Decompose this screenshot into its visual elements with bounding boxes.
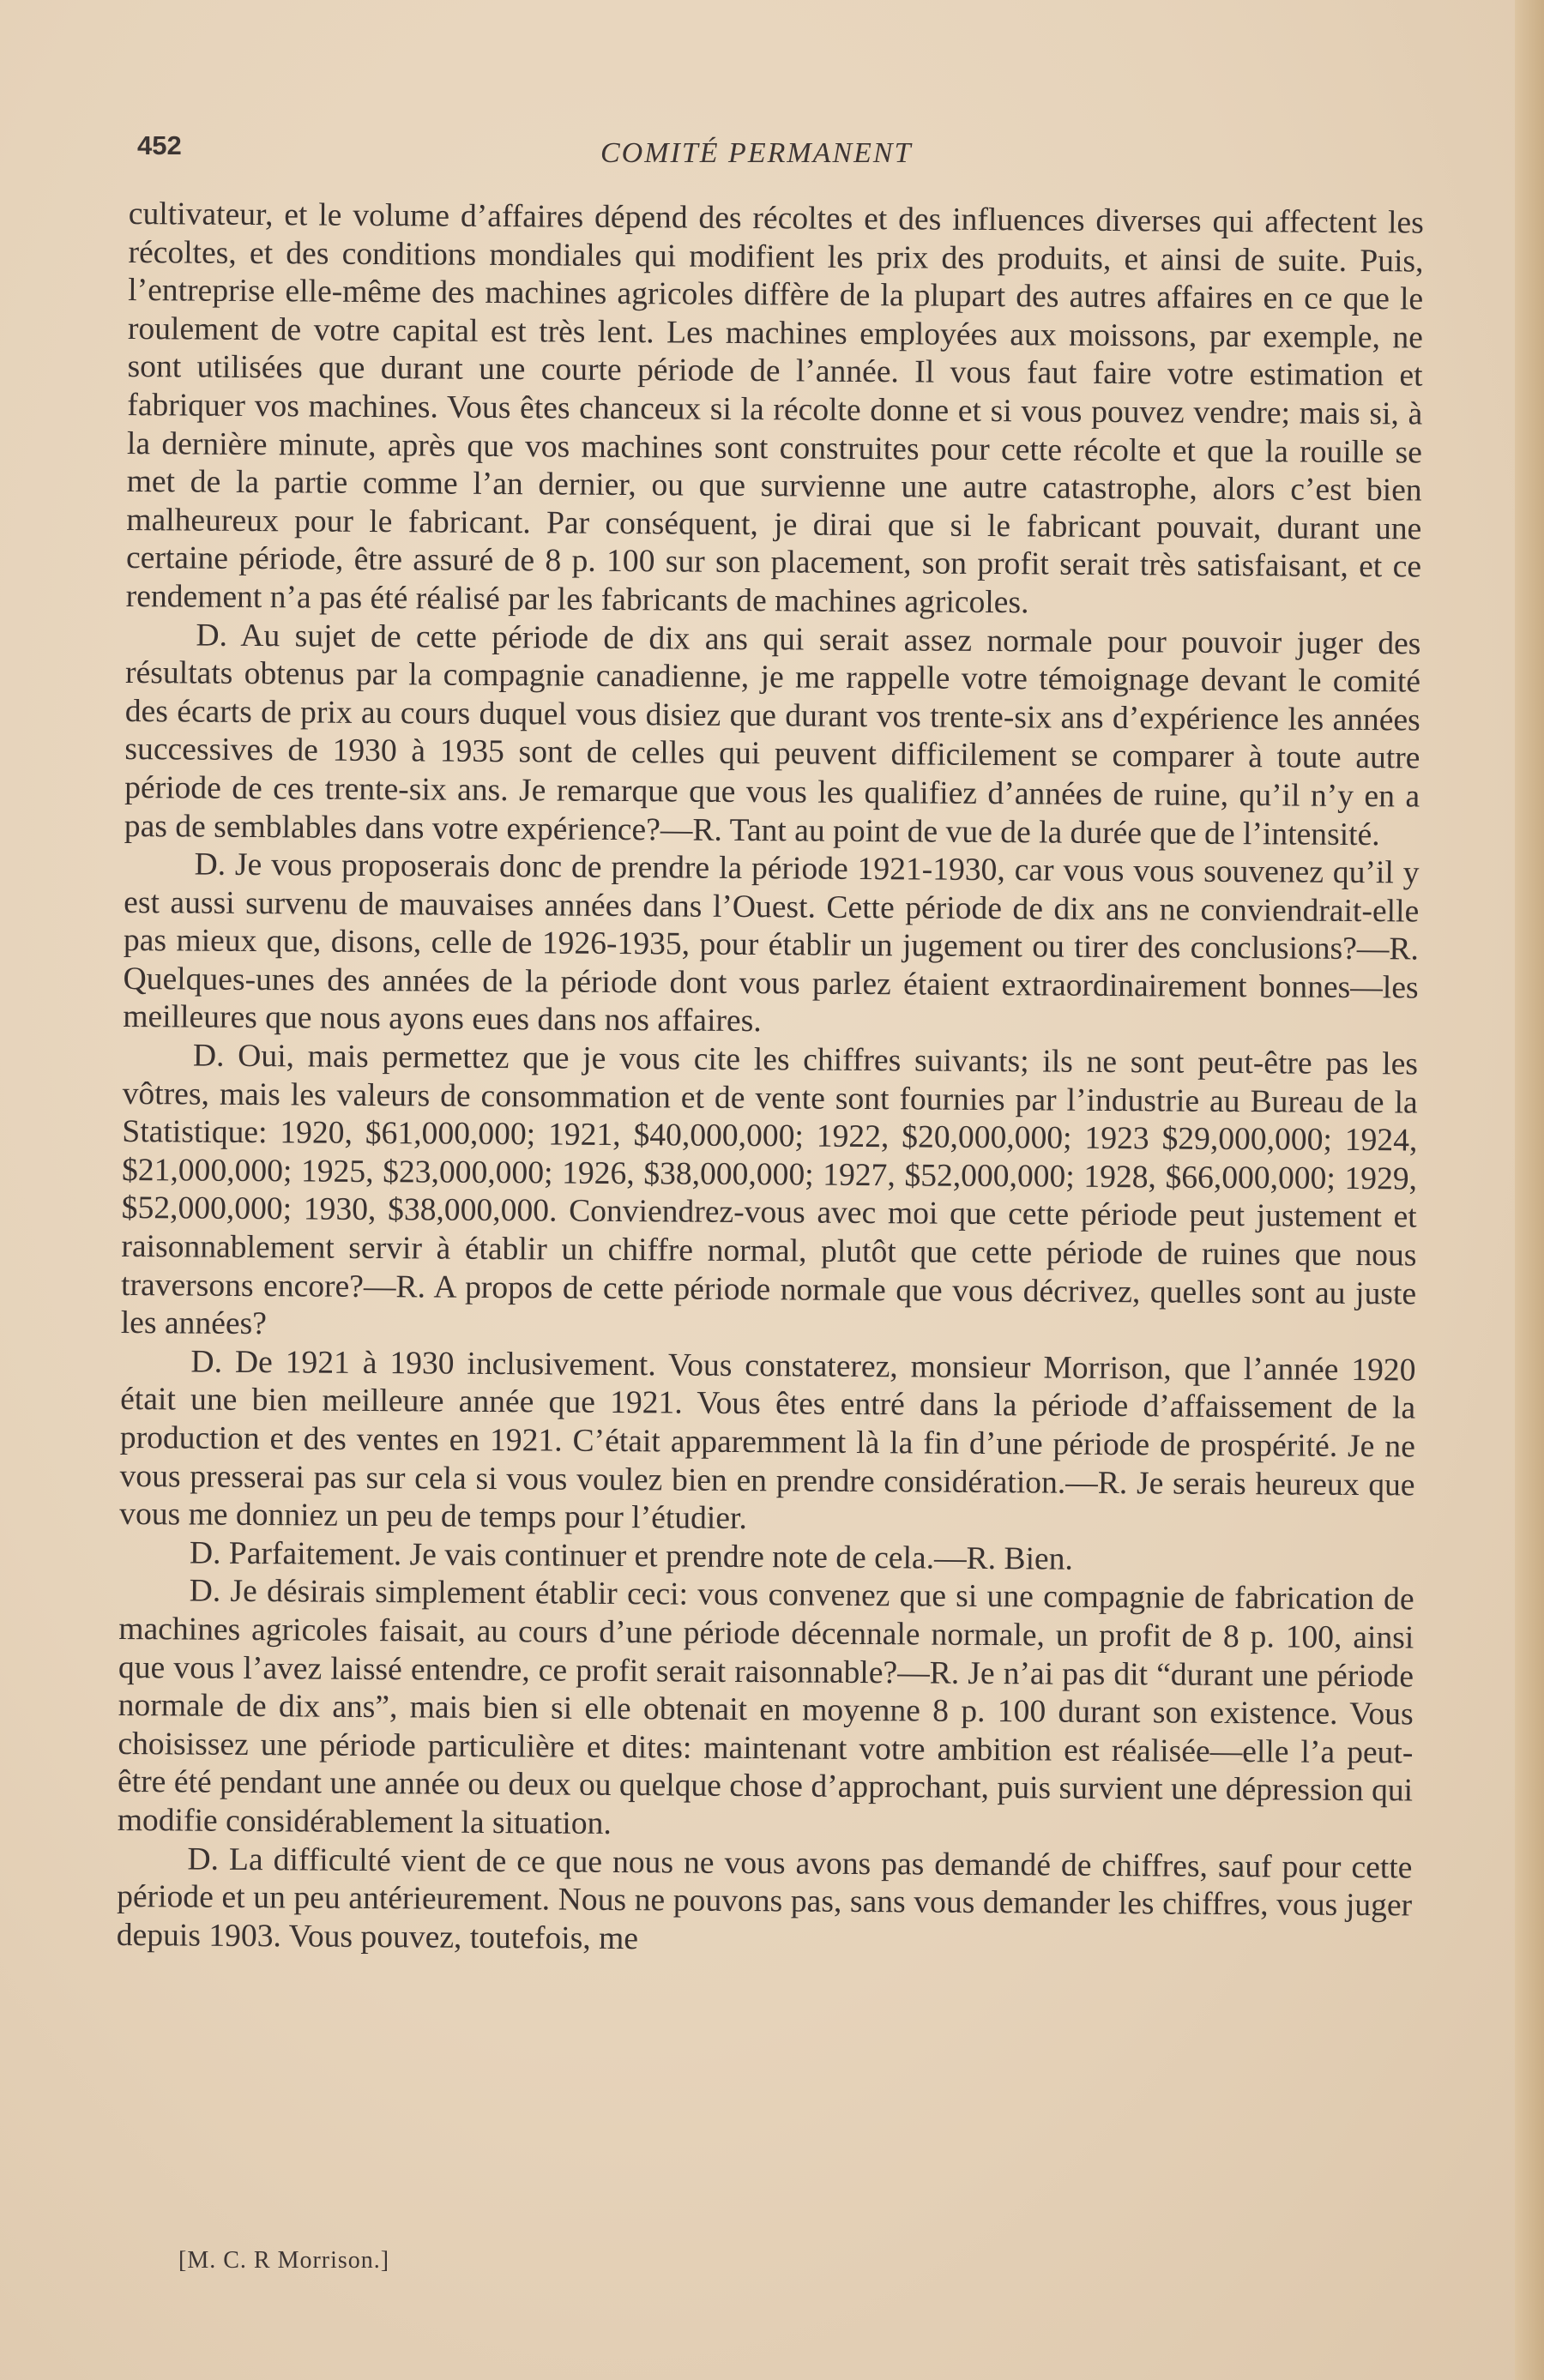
paragraph: D. Parfaitement. Je vais continuer et prendre note de cela.—R. Bien. (189, 1535, 1073, 1577)
running-title: COMITÉ PERMANENT (600, 137, 913, 169)
paragraph: D. La difficulté vient de ce que nous ne vous avons pas demandé de chiffres, sauf pour cette période et un peu antérieurement. Nous ne pouvons pas, sans vous demander les chiffres, vous juger depuis 1903. Vous pouvez, toutefois, me (116, 1841, 1413, 1956)
paragraph: D. Je vous proposerais donc de prendre la période 1921-1930, car vous vous souvenez qu’il y est aussi survenu de mauvaises années dans l’Ouest. Cette période de dix ans ne conviendrait-elle pas mieux que, disons, celle de 1926-1935, pour établir un jugement ou tirer des conclusions?—R. Quelques-unes des années de la période dont vous parlez étaient extraordinairement bonnes—les meilleures que nous ayons eues dans nos affaires. (123, 847, 1420, 1039)
speaker-footnote: [M. C. R Morrison.] (178, 2247, 390, 2274)
page-number: 452 (137, 130, 182, 160)
paragraph: D. Je désirais simplement établir ceci: vous convenez que si une compagnie de fabrication de machines agricoles faisait, au cours d’une période décennale normale, un profit de 8 p. 100, ainsi que vous l’avez laissé entendre, ce profit serait raisonnable?—R. Je n’ai pas dit “durant une période normale de dix ans”, mais bien si elle obtenait en moyenne 8 p. 100 durant son existence. Vous choisissez une période particulière et dites: maintenant votre ambition est réalisée—elle l’a peut-être été pendant une année ou deux ou quelque chose d’approchant, puis survient une dépression qui modifie considérablement la situation. (117, 1573, 1414, 1841)
page-edge (1515, 0, 1544, 2380)
paragraph: D. De 1921 à 1930 inclusivement. Vous constaterez, monsieur Morrison, que l’année 1920 était une bien meilleure année que 1921. Vous êtes entré dans la période d’affaissement de la production et des ventes en 1921. C’était apparemment là la fin d’une période de prospérité. Je ne vous presserai pas sur cela si vous voulez bien en prendre considération.—R. Je serais heureux que vous me donniez un peu de temps pour l’étudier. (119, 1344, 1416, 1537)
body-text (117, 196, 1424, 1964)
paragraph: D. Au sujet de cette période de dix ans qui serait assez normale pour pouvoir juger des résultats obtenus par la compagnie canadienne, je me rappelle votre témoignage devant le comité des écarts de prix au cours duquel vous disiez que durant vos trente-six ans d’expérience les années successives de 1930 à 1935 sont de celles qui peuvent difficilement se comparer à toute autre période de ces trente-six ans. Je remarque que vous les qualifiez d’années de ruine, qu’il n’y en a pas de semblables dans votre expérience?—R. Tant au point de vue de la durée que de l’intensité. (124, 618, 1421, 853)
paragraph: cultivateur, et le volume d’affaires dépend des récoltes et des influences diverses qui affectent les récoltes, et des conditions mondiales qui modifient les prix des produits, et ainsi de suite. Puis, l’entreprise elle-même des machines agricoles diffère de la plupart des autres affaires en ce que le roulement de votre capital est très lent. Les machines employées aux moissons, par exemple, ne sont utilisées que durant une courte période de l’année. Il vous faut faire votre estimation et fabriquer vos machines. Vous êtes chanceux si la récolte donne et si vous pouvez vendre; mais si, à la dernière minute, après que vos machines sont construites pour cette récolte et que la rouille se met de la partie comme l’an dernier, ou que survienne une autre catastrophe, alors c’est bien malheureux pour le fabricant. Par conséquent, je dirai que si le fabricant pouvait, durant une certaine période, être assuré de 8 p. 100 sur son placement, son profit serait très satisfaisant, et ce rendement n’a pas été réalisé par les fabricants de machines agricoles. (125, 196, 1424, 621)
paragraph: D. Oui, mais permettez que je vous cite les chiffres suivants; ils ne sont peut-être pas les vôtres, mais les valeurs de consommation et de vente sont fournies par l’industrie au Bureau de la Statistique: 1920, $61,000,000; 1921, $40,000,000; 1922, $20,000,000; 1923 $29,000,000; 1924, $21,000,000; 1925, $23,000,000; 1926, $38,000,000; 1927, $52,000,000; 1928, $66,000,000; 1929, $52,000,000; 1930, $38,000,000. Conviendrez-vous avec moi que cette période peut justement et raisonnablement servir à établir un chiffre normal, plutôt que cette période de ruines que nous traversons encore?—R. A propos de cette période normale que vous décrivez, quelles sont au juste les années? (120, 1038, 1419, 1342)
